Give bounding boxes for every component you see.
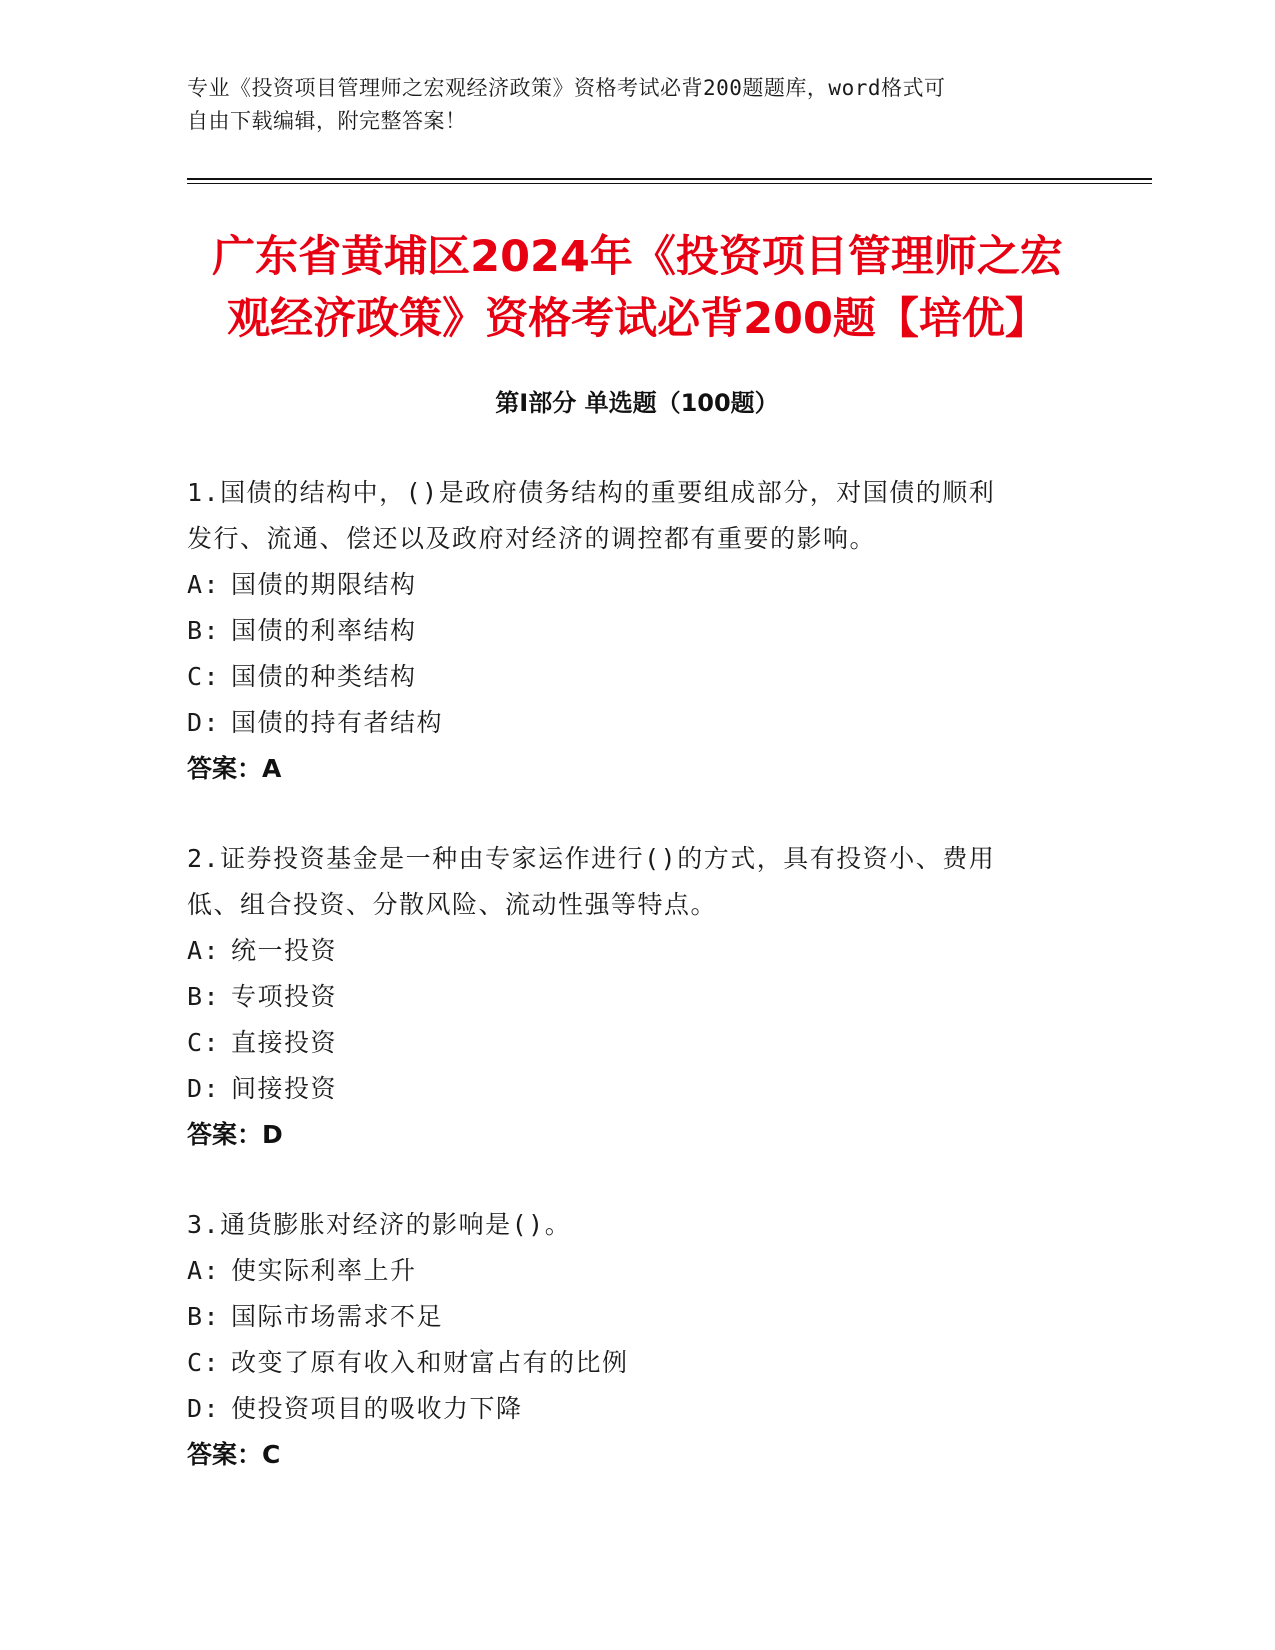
question-3 — [187, 1202, 1067, 1478]
option-c — [187, 1340, 1067, 1386]
option-text: 国债的利率结构 — [231, 616, 417, 645]
option-text: 专项投资 — [231, 982, 338, 1011]
option-key: D: — [187, 708, 221, 737]
question-stem-line: 3.通货膨胀对经济的影响是()。 — [187, 1210, 572, 1239]
header-rule-thin — [187, 183, 1152, 184]
document-title-line-1: 广东省黄埔区2024年《投资项目管理师之宏 — [212, 232, 1063, 282]
option-key: B: — [187, 982, 221, 1011]
option-key: C: — [187, 1028, 221, 1057]
option-text: 使投资项目的吸收力下降 — [231, 1394, 523, 1423]
option-key: D: — [187, 1394, 221, 1423]
option-d — [187, 700, 1067, 746]
question-stem-line: 2.证券投资基金是一种由专家运作进行()的方式，具有投资小、费用 — [187, 844, 996, 873]
option-c — [187, 654, 1067, 700]
option-text: 国债的种类结构 — [231, 662, 417, 691]
option-text: 改变了原有收入和财富占有的比例 — [231, 1348, 629, 1377]
option-key: C: — [187, 662, 221, 691]
option-text: 国债的持有者结构 — [231, 708, 444, 737]
option-b — [187, 608, 1067, 654]
option-c — [187, 1020, 1067, 1066]
document-title-line-2: 观经济政策》资格考试必背200题【培优】 — [227, 294, 1048, 344]
answer: 答案：A — [187, 754, 282, 783]
option-a — [187, 928, 1067, 974]
option-d — [187, 1066, 1067, 1112]
question-stem-line: 1.国债的结构中，()是政府债务结构的重要组成部分，对国债的顺利 — [187, 478, 996, 507]
option-key: B: — [187, 616, 221, 645]
header-note-line-2: 自由下载编辑，附完整答案！ — [187, 109, 467, 133]
option-key: C: — [187, 1348, 221, 1377]
option-key: B: — [187, 1302, 221, 1331]
header-note — [187, 72, 1067, 138]
option-key: A: — [187, 1256, 221, 1285]
question-1 — [187, 470, 1067, 792]
option-text: 国债的期限结构 — [231, 570, 417, 599]
question-stem-line: 发行、流通、偿还以及政府对经济的调控都有重要的影响。 — [187, 524, 877, 553]
option-a — [187, 1248, 1067, 1294]
section-title: 第Ⅰ部分 单选题（100题） — [495, 389, 779, 417]
answer: 答案：C — [187, 1440, 281, 1469]
option-text: 统一投资 — [231, 936, 338, 965]
header-note-line-1: 专业《投资项目管理师之宏观经济政策》资格考试必背200题题库，word格式可 — [187, 76, 946, 100]
option-text: 间接投资 — [231, 1074, 338, 1103]
question-stem-line: 低、组合投资、分散风险、流动性强等特点。 — [187, 890, 718, 919]
option-key: D: — [187, 1074, 221, 1103]
question-2 — [187, 836, 1067, 1158]
document-title — [180, 226, 1095, 350]
option-text: 使实际利率上升 — [231, 1256, 417, 1285]
option-key: A: — [187, 936, 221, 965]
option-b — [187, 1294, 1067, 1340]
option-d — [187, 1386, 1067, 1432]
header-rule-thick — [187, 178, 1152, 180]
option-a — [187, 562, 1067, 608]
option-text: 国际市场需求不足 — [231, 1302, 444, 1331]
option-key: A: — [187, 570, 221, 599]
question-list — [187, 470, 1067, 1522]
answer: 答案：D — [187, 1120, 283, 1149]
option-b — [187, 974, 1067, 1020]
option-text: 直接投资 — [231, 1028, 338, 1057]
